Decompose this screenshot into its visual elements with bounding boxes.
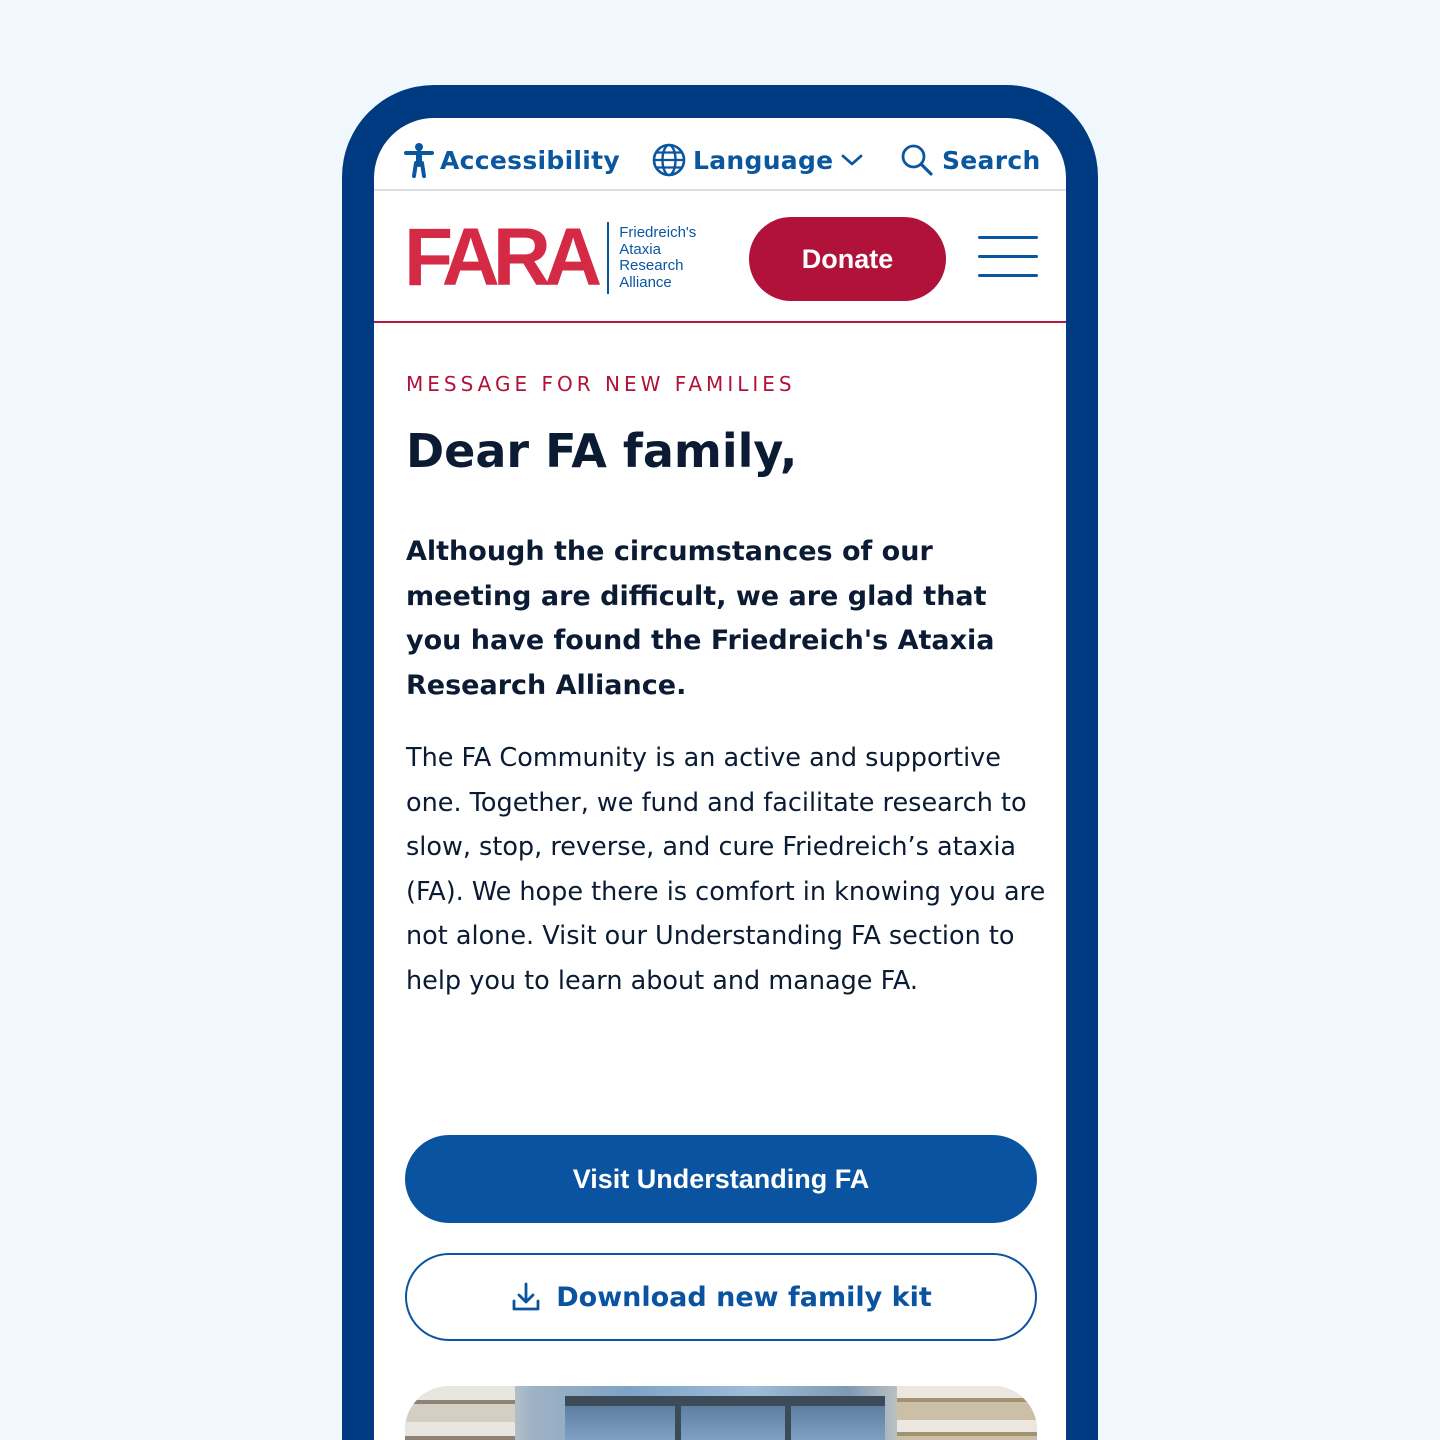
language-selector[interactable] — [652, 140, 863, 180]
logo-sub-line: Ataxia — [619, 240, 661, 258]
logo-sub-line: Research — [619, 257, 684, 274]
logo-wordmark: FARA — [403, 212, 596, 303]
chevron-down-icon — [841, 153, 863, 167]
logo-divider — [607, 222, 609, 294]
hamburger-menu-icon[interactable] — [978, 236, 1038, 280]
search-label: Search — [942, 145, 1041, 175]
accessibility-link[interactable] — [404, 140, 620, 180]
lead-paragraph: Although the circumstances of our meeting are difficult, we are glad that you have found the Friedreich's Ataxia Research Alliance. — [406, 536, 995, 701]
phone-frame — [342, 85, 1098, 1440]
site-header — [374, 193, 1066, 323]
download-family-kit-label: Download new family kit — [556, 1281, 932, 1313]
logo-sub-line: Alliance — [619, 273, 672, 291]
accessibility-label: Accessibility — [440, 145, 621, 175]
logo-sub-line: Friedreich's — [619, 224, 697, 241]
globe-icon — [652, 143, 686, 177]
section-eyebrow: MESSAGE FOR NEW FAMILIES — [406, 372, 796, 396]
page-title: Dear FA family, — [406, 424, 798, 478]
logo-subtitle — [619, 225, 696, 291]
phone-screen — [374, 118, 1066, 1440]
donate-button[interactable]: Donate — [749, 217, 946, 301]
language-label: Language — [693, 145, 834, 175]
fara-logo[interactable] — [402, 212, 697, 303]
visit-understanding-fa-button[interactable]: Visit Understanding FA — [405, 1135, 1037, 1223]
body-paragraph: The FA Community is an active and supportive one. Together, we fund and facilitate research to slow, stop, reverse, and cure Friedreich’s ataxia (FA). We hope there is comfort in knowing you are not alone. Visit our Understanding FA section to help you to learn about and manage FA. — [406, 743, 1046, 996]
utility-bar — [374, 118, 1066, 191]
search-icon — [900, 143, 934, 177]
download-family-kit-button[interactable] — [405, 1253, 1037, 1341]
download-icon — [510, 1281, 542, 1313]
search-link[interactable] — [900, 140, 1041, 180]
accessibility-icon — [404, 142, 434, 178]
lab-photo — [405, 1386, 1037, 1440]
